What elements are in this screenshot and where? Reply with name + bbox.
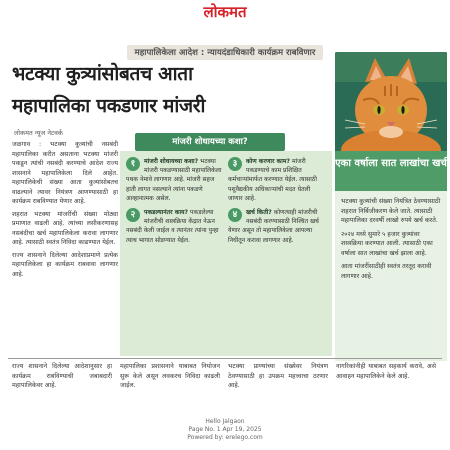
qa-item [126,157,222,203]
sidebar-box-title: एका वर्षाला सात लाखांचा खर्च [335,151,447,191]
qa-title: मांजरी शोधायच्या कशा? [135,133,285,151]
sidebar-box-body [335,191,447,361]
article-para: शहरात भटक्या मांजरींची संख्या मोठ्या प्रमाणात वाढली आहे. त्यांच्या लसीकरणासह नसबंदीचा खर्च महापालिकेला करावा लागणार आहे. त्यासाठी स्वतंत्र निविदा काढण्यात येईल. [12,210,118,246]
headline-line-2: महापालिका पकडणार मांजरी [12,95,206,117]
qa-column-right [228,157,324,352]
page-footer [0,418,450,442]
footer-powered-link[interactable]: Powered by: erelego.com [187,434,263,441]
headline-line-1: भटक्या कुत्र्यांसोबतच आता [12,63,193,85]
cat-icon [335,52,447,152]
qa-question: पकडल्यानंतर काय? [144,209,189,217]
cat-photo [335,52,447,152]
masthead [0,0,450,24]
kicker: महापालिकेला आदेश : न्यायदंडाधिकारी कार्यक्रम राबविणार [127,45,324,60]
qa-answer: भटक्या मांजरी पकडण्यासाठी महापालिकेला पथक नेमावे लागणार आहे. मांजरी सहज हाती लागत नसल्याने त्यांना पकडणे आव्हानात्मक असेल. [126,158,222,202]
qa-item [126,208,222,245]
qa-item [228,208,324,245]
section-divider [8,358,442,359]
qa-number-badge: १ [126,157,140,171]
article-column-1 [12,140,118,348]
qa-question: कोण करणार काम? [246,158,290,165]
byline: लोकमत न्यूज नेटवर्क [14,129,63,137]
qa-question: खर्च किती? [246,209,272,217]
qa-column-left [126,157,222,352]
masthead-logo: लोकमत [203,3,247,21]
article-para: राज्य शासनाने दिलेल्या आदेशाप्रमाणे प्रत्येक महापालिकेला हा कार्यक्रम राबवावा लागणार आहे. [12,251,118,278]
article-para: जळगाव : भटक्या कुत्र्यांची नसबंदी महापालिका करीत असताना भटक्या मांजरी पकडून त्यांची नसबंदी करण्याचे आदेश राज्य शासनाने महापालिकेला दिले आहेत. महापालिकेची संख्या आता कुत्र्यांसोबतच वाढल्याने त्यावर नियंत्रण आणण्यासाठी हा कार्यक्रम राबविण्यात येणार आहे. [12,141,118,205]
qa-answer: मांजरी पकडण्याचे काम प्रशिक्षित कर्मचाऱ्यांमार्फत करण्यात येईल. त्यासाठी पशुवैद्यकीय अधिकाऱ्यांची मदत घेतली जाणार आहे. [228,158,317,202]
qa-item [228,157,324,203]
qa-answer: कोणत्याही मांजरीची नसबंदी करण्यासाठी निश्चित खर्च येणार असून तो महापालिकेला आपल्या निधीतून करावा लागणार आहे. [228,209,319,244]
bottom-column-1: राज्य शासनाने दिलेल्या आदेशानुसार हा कार्यक्रम राबविण्याची जबाबदारी महापालिकेवर आहे. [12,363,112,390]
bottom-column-4: नागरिकांनीही याबाबत सहकार्य करावे, असे आवाहन महापालिकेने केले आहे. [336,363,436,380]
sidebar-para: आता मांजरींसाठीही स्वतंत्र तरतूद करावी लागणार आहे. [341,263,432,280]
bottom-column-3: भटक्या प्राण्यांच्या संख्येवर नियंत्रण ठेवण्यासाठी हा उपक्रम महत्त्वाचा ठरणार आहे. [228,363,328,390]
qa-question: मांजरी शोधायच्या कशा? [144,158,199,165]
sidebar-para: २०२४ मध्ये सुमारे ५ हजार कुत्र्यांवर शस्त्रक्रिया करण्यात आली. त्यासाठी एका वर्षाला सात लाखांचा खर्च झाला आहे. [341,230,433,257]
qa-number-badge: ३ [228,157,242,171]
qa-answer: पकडलेल्या मांजरीची शस्त्रक्रिया केंद्रात नेऊन नसबंदी केली जाईल व त्यानंतर त्यांना पुन्हा त्याच भागात सोडण्यात येईल. [126,209,219,244]
footer-page-date: Page No. 1 Apr 19, 2025 [188,426,262,433]
qa-number-badge: ४ [228,208,242,222]
sidebar-para: भटक्या कुत्र्यांची संख्या नियंत्रित ठेवण्यासाठी शहरात निर्बिजीकरण केले जाते. त्यासाठी महापालिका दरवर्षी लाखो रुपये खर्च करते. [341,198,441,224]
footer-edition: Hello Jalgaon [205,418,245,425]
qa-number-badge: २ [126,208,140,222]
headline [12,58,332,122]
bottom-column-2: महापालिका प्रशासनाने याबाबत नियोजन सुरू केले असून लवकरच निविदा काढली जाईल. [120,363,220,390]
